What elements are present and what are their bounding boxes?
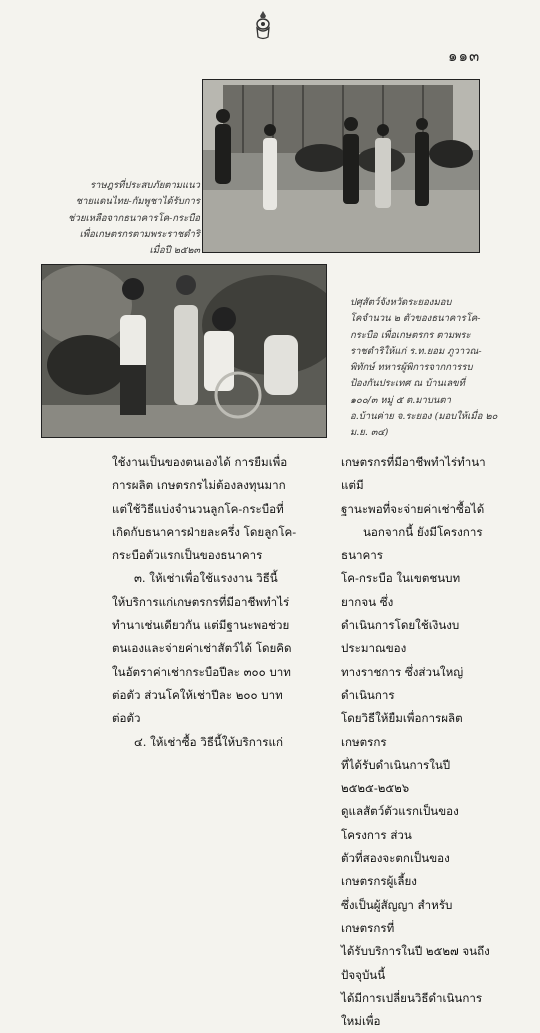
caption-line: พิทักษ์ ทหารผู้พิการจากการรบ bbox=[350, 362, 473, 374]
body-line: ดำเนินการโดยใช้เงินงบประมาณของ bbox=[341, 618, 460, 656]
body-line: ตัวที่สองจะตกเป็นของเกษตรกรผู้เลี้ยง bbox=[341, 851, 450, 889]
caption-line: อ.บ้านค่าย จ.ระยอง (มอบให้เมื่อ ๒๐ ม.ย. ๓๔) bbox=[350, 411, 498, 439]
body-line: ในอัตราค่าเช่ากระบือปีละ ๓๐๐ บาท bbox=[112, 664, 291, 679]
caption-line: ชายแดนไทย-กัมพูชาได้รับการ bbox=[75, 196, 200, 208]
caption-line: เมื่อปี ๒๕๒๓ bbox=[149, 245, 200, 257]
caption-line: โคจำนวน ๒ ตัวของธนาคารโค- bbox=[350, 313, 481, 325]
body-line: ใช้งานเป็นของตนเองได้ การยืมเพื่อ bbox=[112, 455, 288, 469]
body-line: ได้รับบริการในปี ๒๕๒๗ จนถึงปัจจุบันนี้ bbox=[341, 944, 490, 982]
body-line: ได้มีการเปลี่ยนวิธีดำเนินการใหม่เพื่อ bbox=[341, 990, 483, 1029]
caption-line: ช่วยเหลือจากธนาคารโค-กระบือ bbox=[68, 212, 200, 224]
body-line: ต่อตัว ส่วนโคให้เช่าปีละ ๒๐๐ บาท bbox=[112, 687, 283, 702]
body-line: กระบือตัวแรกเป็นของธนาคาร bbox=[112, 548, 263, 563]
body-line: ซึ่งเป็นผู้สัญญา สำหรับเกษตรกรที่ bbox=[341, 897, 453, 935]
body-line: ทางราชการ ซึ่งส่วนใหญ่ดำเนินการ bbox=[341, 664, 464, 702]
body-line: การผลิต เกษตรกรไม่ต้องลงทุนมาก bbox=[112, 478, 286, 493]
body-line: ๔. ให้เช่าซื้อ วิธีนี้ให้บริการแก่ bbox=[134, 734, 283, 749]
caption-line: ป้องกันประเทศ ณ บ้านเลขที่ bbox=[350, 378, 465, 390]
body-line: ดูแลสัตว์ตัวแรกเป็นของโครงการ ส่วน bbox=[341, 804, 459, 842]
body-column-right bbox=[341, 451, 490, 1033]
body-line: โค-กระบือ ในเขตชนบทยากจน ซึ่ง bbox=[341, 571, 461, 609]
body-line: แต่ใช้วิธีแบ่งจำนวนลูกโค-กระบือที่ bbox=[112, 501, 284, 516]
caption-line: เพื่อเกษตรกรตามพระราชดำริ bbox=[79, 228, 200, 240]
body-line: ต่อตัว bbox=[112, 711, 141, 726]
body-column-left bbox=[112, 451, 327, 754]
body-line: เกิดกับธนาคารฝ่ายละครึ่ง โดยลูกโค- bbox=[112, 524, 297, 539]
caption-line: ราชดำริให้แก่ ร.ท.ยอม ภูวาวณ- bbox=[350, 345, 482, 357]
caption-bottom bbox=[350, 295, 500, 442]
caption-top bbox=[62, 178, 200, 259]
page-number: ๑๑๓ bbox=[448, 47, 481, 65]
body-line: นอกจากนี้ ยังมีโครงการธนาคาร bbox=[341, 524, 483, 563]
photo-man-in-wheelchair-receiving-buffalo bbox=[41, 264, 327, 438]
royal-emblem-icon bbox=[252, 10, 274, 42]
body-line: ให้บริการแก่เกษตรกรที่มีอาชีพทำไร่ bbox=[112, 594, 290, 609]
body-line: ที่ได้รับดำเนินการในปี ๒๕๒๕-๒๕๒๖ bbox=[341, 757, 451, 796]
caption-line: ๑๐๐/๓ หมู่ ๕ ต.มาบนตา bbox=[350, 394, 451, 406]
caption-line: กระบือ เพื่อเกษตรกร ตามพระ bbox=[350, 329, 471, 341]
body-line: ตนเองและจ่ายค่าเช่าสัตว์ได้ โดยคิด bbox=[112, 641, 292, 656]
caption-line: ราษฎรที่ประสบภัยตามแนว bbox=[89, 180, 200, 191]
body-line: เกษตรกรที่มีอาชีพทำไร่ทำนา แต่มี bbox=[341, 455, 486, 493]
caption-line: ปศุสัตว์จังหวัดระยองมอบ bbox=[350, 297, 452, 308]
body-line: ฐานะพอที่จะจ่ายค่าเช่าซื้อได้ bbox=[341, 501, 485, 516]
body-line: ทำนาเช่นเดียวกัน แต่มีฐานะพอช่วย bbox=[112, 618, 290, 633]
body-line: โดยวิธีให้ยืมเพื่อการผลิต เกษตรกร bbox=[341, 711, 463, 749]
photo-people-with-buffaloes bbox=[202, 79, 480, 253]
body-line: ๓. ให้เช่าเพื่อใช้แรงงาน วิธีนี้ bbox=[134, 571, 278, 586]
